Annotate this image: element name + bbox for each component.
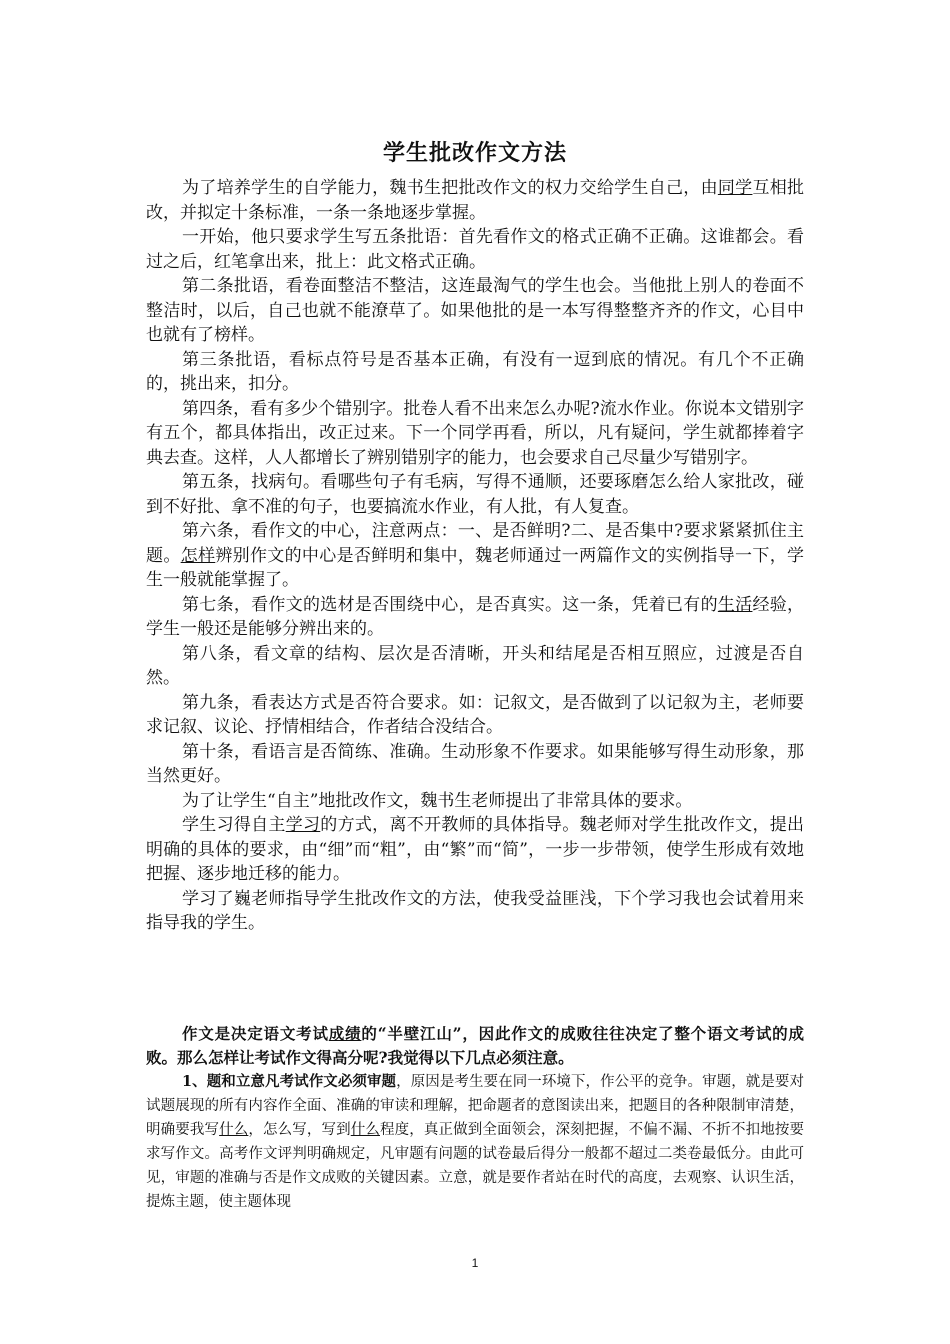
section-heading: 1、题和立意凡考试作文必须审题 bbox=[182, 1073, 397, 1090]
paragraph-4: 第三条批语，看标点符号是否基本正确，有没有一逗到底的情况。有几个不正确的，挑出来，扣分。 bbox=[146, 349, 804, 394]
text-run: 的方式，离不开教师的具体指导。魏老师对学生批改作文，提出明确的具体的要求，由“细”而“粗”，由“繁”而“简”，一步一步带领，使学生形成有效地把握、逐步地迁移的能力。 bbox=[146, 815, 805, 884]
text-run: 学生习得自主 bbox=[182, 815, 286, 835]
text-run: 为了培养学生的自学能力，魏书生把批改作文的权力交给学生自己，由 bbox=[182, 178, 718, 198]
underlined-word: 学习 bbox=[285, 815, 321, 835]
text-run: 的“半壁江山”，因此作文的成败往往决定了整个语文考试的成败。那么怎样让考试作文得高分呢?我觉得以下几点必须注意。 bbox=[146, 1024, 804, 1067]
text-run: 程度，真正做到全面领会，深刻把握，不偏不漏、不折不扣地按要求写作文。高考作文评判明确规定，凡审题有问题的试卷最后得分一般都不超过二类卷最低分。由此可见，审题的准确与否是作文成败的关键因素。立意，就是要作者站在时代的高度，去观察、认识生活，提炼主题，使主题体现 bbox=[146, 1122, 804, 1210]
underlined-word: 同学 bbox=[717, 178, 753, 198]
page-title: 学生批改作文方法 bbox=[382, 140, 567, 166]
paragraph-8 bbox=[146, 593, 804, 642]
paragraph-13 bbox=[146, 813, 804, 887]
page-number: 1 bbox=[471, 1256, 479, 1270]
text-run: ，原因是考生要在同一环境下，作公平的竞争。审题，就是要对试题展现的所有内容作全面、准确的审读和理解，把命题者的意图读出来，把题目的各种限制审清楚，明确要我写 bbox=[146, 1074, 805, 1138]
underlined-word: 成绩 bbox=[328, 1024, 362, 1043]
text-run: 作文是决定语文考试 bbox=[182, 1024, 329, 1043]
article-body bbox=[146, 176, 804, 936]
text-run: 第七条，看作文的选材是否围绕中心，是否真实。这一条，凭着已有的 bbox=[182, 594, 718, 615]
paragraph-5: 第四条，看有多少个错别字。批卷人看不出来怎么办呢?流水作业。你说本文错别字有五个，都具体指出，改正过来。下一个同学再看，所以，凡有疑问，学生就都捧着字典去查。这样，人人都增长了辨别错别字的能力，也会要求自己尽量少写错别字。 bbox=[146, 398, 804, 468]
underlined-word: 什么 bbox=[219, 1122, 249, 1138]
paragraph-14: 学习了巍老师指导学生批改作文的方法，使我受益匪浅，下个学习我也会试着用来指导我的学生。 bbox=[146, 888, 804, 933]
paragraph-1 bbox=[146, 176, 804, 225]
paragraph-2: 一开始，他只要求学生写五条批语：首先看作文的格式正确不正确。这谁都会。看过之后，红笔拿出来，批上：此文格式正确。 bbox=[146, 227, 804, 272]
text-run: 第六条，看作文的中心，注意两点：一、是否鲜明?二、是否集中?要求紧紧抓住主题。 bbox=[146, 521, 804, 566]
text-run: ，怎么写，写到 bbox=[248, 1122, 351, 1138]
second-article bbox=[146, 1022, 804, 1214]
underlined-word: 怎样 bbox=[180, 545, 216, 566]
paragraph-12: 为了让学生“自主”地批改作文，魏书生老师提出了非常具体的要求。 bbox=[182, 790, 693, 811]
paragraph-9: 第八条，看文章的结构、层次是否清晰，开头和结尾是否相互照应，过渡是否自然。 bbox=[146, 643, 804, 688]
text-run: 经验，学生一般还是能够分辨出来的。 bbox=[146, 594, 805, 639]
text-run: 互相批改，并拟定十条标准，一条一条地逐步掌握。 bbox=[146, 178, 805, 223]
text-run: 辨别作文的中心是否鲜明和集中，魏老师通过一两篇作文的实例指导一下，学生一般就能掌握了。 bbox=[146, 545, 805, 590]
paragraph-6: 第五条，找病句。看哪些句子有毛病，写得不通顺，还要琢磨怎么给人家批改，碰到不好批、拿不准的句子，也要搞流水作业，有人批，有人复查。 bbox=[146, 472, 804, 517]
section-paragraph bbox=[146, 1070, 804, 1214]
intro-paragraph bbox=[146, 1022, 804, 1070]
paragraph-11: 第十条，看语言是否简练、准确。生动形象不作要求。如果能够写得生动形象，那当然更好。 bbox=[146, 741, 804, 786]
paragraph-7 bbox=[146, 519, 804, 593]
underlined-word: 什么 bbox=[350, 1122, 380, 1138]
paragraph-10: 第九条，看表达方式是否符合要求。如：记叙文，是否做到了以记叙为主，老师要求记叙、议论、抒情相结合，作者结合没结合。 bbox=[146, 692, 804, 737]
paragraph-3: 第二条批语，看卷面整洁不整洁，这连最淘气的学生也会。当他批上别人的卷面不整洁时，以后，自己也就不能潦草了。如果他批的是一本写得整整齐齐的作文，心目中也就有了榜样。 bbox=[146, 276, 804, 345]
underlined-word: 生活 bbox=[717, 594, 753, 615]
